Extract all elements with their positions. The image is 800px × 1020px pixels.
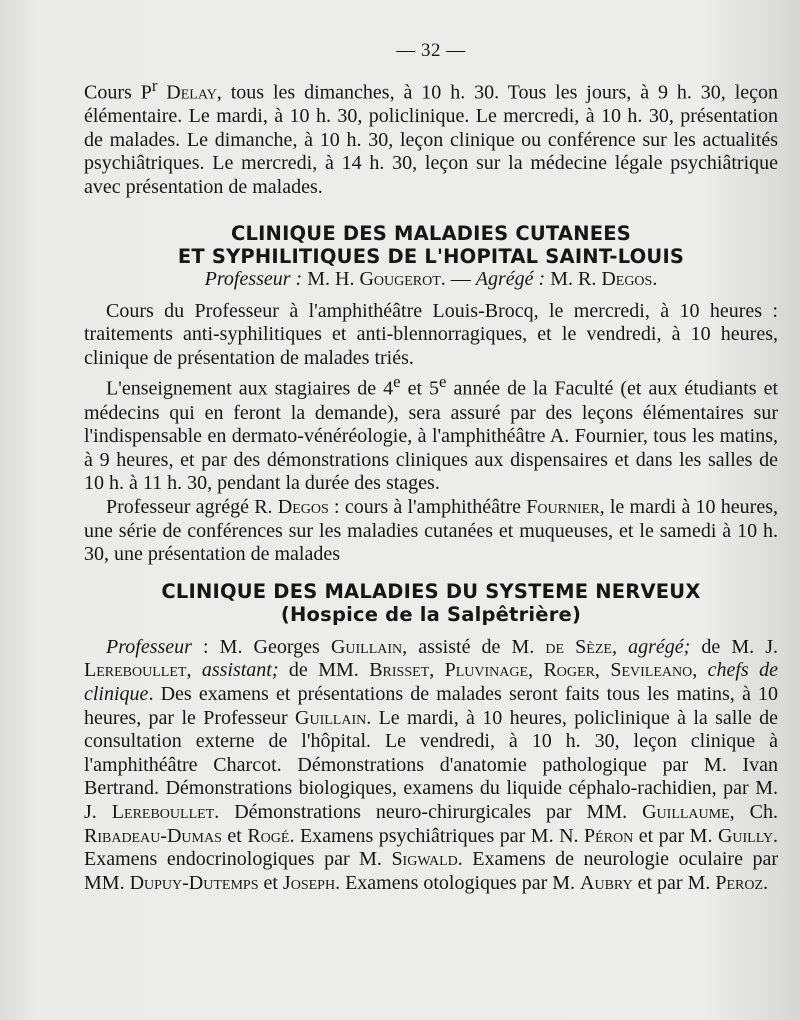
paragraph-systeme-nerveux: Professeur : M. Georges Guillain, assisté de M. de Sèze, agrégé; de M. J. Lereboullet, assistant; de MM. Brisset, Pluvinage, Roger, Sevileano, chefs de clinique. Des examens et présentations de malades seront faits tous les matins, à 10 heures, par le Professeur Guillain. Le mardi, à 10 heures, policlinique à la salle de consultation externe de l'hôpital. Le vendredi, à 10 h. 30, leçon clinique à l'amphithéâtre Charcot. Démonstrations d'anatomie pathologique par M. Ivan Bertrand. Démonstrations biologiques, examens du liquide céphalo-rachidien, par M. J. Lereboullet. Démonstrations neuro-chirurgicales par MM. Guillaume, Ch. Ribadeau-Dumas et Rogé. Examens psychiâtriques par M. N. Péron et par M. Guilly. Examens endocrinologiques par M. Sigwald. Examens de neurologie oculaire par MM. Dupuy-Dutemps et Joseph. Examens otologiques par M. Aubry et par M. Peroz. <box>84 635 779 894</box>
paragraph-cours-professeur: Cours du Professeur à l'amphithéâtre Louis-Brocq, le mercredi, à 10 heures : traitements anti-syphilitiques et anti-blennorragiques, et le vendredi, à 10 heures, clinique de présentation de malades triés. <box>84 299 778 369</box>
section-title-systeme-nerveux: CLINIQUE DES MALADIES DU SYSTEME NERVEUX (Hospice de la Salpêtrière) <box>161 579 701 626</box>
section-title-cutanees: CLINIQUE DES MALADIES CUTANEES ET SYPHILITIQUES DE L'HOPITAL SAINT-LOUIS <box>177 221 685 268</box>
paragraph-professeur-agrege: Professeur agrégé R. Degos : cours à l'amphithéâtre Fournier, le mardi à 10 heures, une série de conférences sur les maladies cutanées et muqueuses, et le samedi à 10 h. 30, une présentation de malades <box>84 496 778 566</box>
section-staff-line: Professeur : M. H. Gougerot. — Agrégé : M. R. Degos. <box>204 267 658 290</box>
page-number: — 32 — <box>396 40 466 61</box>
name-delay: Delay <box>166 81 217 104</box>
intro-paragraph: Cours $P^r$ Delay, tous les dimanches, à 10 h. 30. Tous les jours, à 9 h. 30, leçon élémentaire. Le mardi, à 10 h. 30, policlinique. Le mercredi, à 10 h. 30, présentation de malades. Le dimanche, à 10 h. 30, leçon clinique ou conférence sur les actualités psychiâtriques. Le mercredi, à 14 h. 30, leçon sur la médecine légale psychiâtrique avec présentation de malades. <box>84 76 779 199</box>
paragraph-enseignement-stagiaires: L'enseignement aux stagiaires de 4e et 5e année de la Faculté (et aux étudiants et médecins qui en feront la demande), sera assuré par des leçons élémentaires sur l'indispensable en dermato-vénéréologie, à l'amphithéâtre A. Fournier, tous les matins, à 9 heures, et par des démonstrations cliniques aux dispensaires et dans les salles de 10 h. à 11 h. 30, pendant la durée des stages. <box>84 372 779 495</box>
